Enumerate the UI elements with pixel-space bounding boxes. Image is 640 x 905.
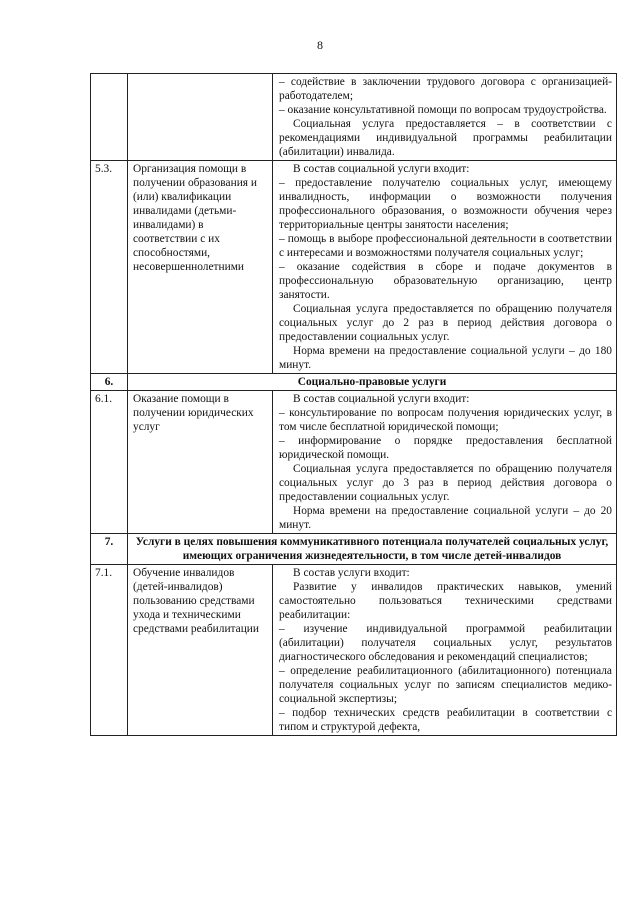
cell-service-description (273, 391, 617, 534)
desc-line: Норма времени на предоставление социальной услуги – до 180 минут. (279, 345, 612, 371)
cell-service-name: Организация помощи в получении образования и (или) квалификации инвалидами (детьми-инвалидами) в соответствии с их способностями, несовершеннолетними (128, 161, 273, 374)
cell-number: 7.1. (91, 565, 128, 736)
desc-line: В состав услуги входит: (293, 567, 410, 579)
section-row-7 (91, 534, 617, 565)
section-number: 7. (91, 534, 128, 565)
desc-line: Социальная услуга предоставляется по обращению получателя социальных услуг до 2 раз в период действия договора о предоставлении социальных услуг. (279, 303, 612, 343)
table-row-7-1 (91, 565, 617, 736)
desc-line: В состав социальной услуги входит: (293, 393, 470, 405)
desc-line: – консультирование по вопросам получения юридических услуг, в том числе бесплатной юридической помощи; (279, 407, 612, 433)
services-table (90, 73, 617, 736)
section-row-6 (91, 374, 617, 391)
cell-service-description (273, 161, 617, 374)
cell-number: 5.3. (91, 161, 128, 374)
desc-line: – оказание содействия в сборе и подаче документов в профессиональную образовательную организацию, центр занятости. (279, 261, 612, 301)
cell-service-name: Обучение инвалидов (детей-инвалидов) пользованию средствами ухода и техническими средствами реабилитации (128, 565, 273, 736)
desc-line: – оказание консультативной помощи по вопросам трудоустройства. (279, 104, 607, 116)
page-number: 8 (317, 38, 323, 52)
desc-line: – помощь в выборе профессиональной деятельности в соответствии с интересами и возможностями получателя социальных услуг; (279, 233, 612, 259)
desc-line: – содействие в заключении трудового договора с организацией-работодателем; (279, 76, 612, 102)
desc-line: Социальная услуга предоставляется по обращению получателя социальных услуг до 3 раз в период действия договора о предоставлении социальных услуг. (279, 463, 612, 503)
desc-line: – информирование о порядке предоставления бесплатной юридической помощи. (279, 435, 612, 461)
section-title: Социально-правовые услуги (128, 374, 617, 391)
desc-line: – изучение индивидуальной программой реабилитации (абилитации) получателя социальных услуг, результатов диагностического обследования и рекомендаций специалистов; (279, 623, 612, 663)
desc-line: Норма времени на предоставление социальной услуги – до 20 минут. (279, 505, 612, 531)
cell-service-name (128, 74, 273, 161)
desc-line: Социальная услуга предоставляется – в соответствии с рекомендациями индивидуальной программы реабилитации (абилитации) инвалида. (279, 118, 612, 158)
cell-number (91, 74, 128, 161)
cell-service-description (273, 74, 617, 161)
desc-line: – подбор технических средств реабилитации в соответствии с типом и структурой дефекта, (279, 707, 612, 733)
desc-line: В состав социальной услуги входит: (293, 163, 470, 175)
desc-line: – предоставление получателю социальных услуг, имеющему инвалидность, информации о возможности получения профессионального образования, о возможности обучения через территориальные центры занятости населения; (279, 177, 612, 231)
desc-line: Развитие у инвалидов практических навыков, умений самостоятельно пользоваться техническими средствами реабилитации: (279, 581, 612, 621)
table-row-6-1 (91, 391, 617, 534)
section-title: Услуги в целях повышения коммуникативного потенциала получателей социальных услуг, имеющих ограничения жизнедеятельности, в том числе детей-инвалидов (128, 534, 617, 565)
cell-service-name: Оказание помощи в получении юридических услуг (128, 391, 273, 534)
cell-service-description (273, 565, 617, 736)
table-row-continuation (91, 74, 617, 161)
desc-line: – определение реабилитационного (абилитационного) потенциала получателя социальных услуг по записям специалистов медико-социальной экспертизы; (279, 665, 612, 705)
section-number: 6. (91, 374, 128, 391)
cell-number: 6.1. (91, 391, 128, 534)
table-row-5-3 (91, 161, 617, 374)
